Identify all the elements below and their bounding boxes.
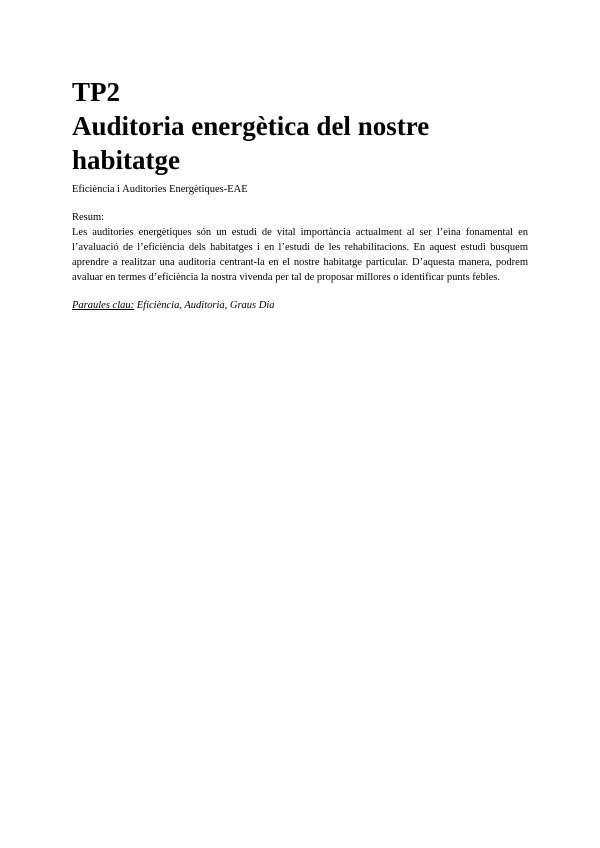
abstract-label: Resum: xyxy=(72,212,105,223)
keywords-label: Paraules clau: xyxy=(72,300,135,311)
document-title xyxy=(72,75,528,177)
abstract-text: Les auditories energètiques són un estudi de vital importància actualment al ser l’eina fonamental en l’avaluació de l’eficiència dels habitatges i en l’estudi de les rehabilitacions. En aquest estudi busquem aprendre a realitzar una auditoria centrant-la en el nostre habitatge particular. D’aquesta manera, podrem avaluar en termes d’eficiència la nostra vivenda per tal de proposar millores o identificar punts febles. xyxy=(72,227,528,283)
document-page xyxy=(72,75,528,312)
abstract-section xyxy=(72,210,528,285)
title-line-1: TP2 xyxy=(72,77,121,107)
title-line-2: Auditoria energètica del nostre habitatge xyxy=(72,111,430,175)
keywords-values: Eficiència, Auditoria, Graus Dia xyxy=(134,300,275,311)
document-subtitle: Eficiència i Auditories Energètiques-EAE xyxy=(72,184,248,195)
keywords-section xyxy=(72,299,528,312)
